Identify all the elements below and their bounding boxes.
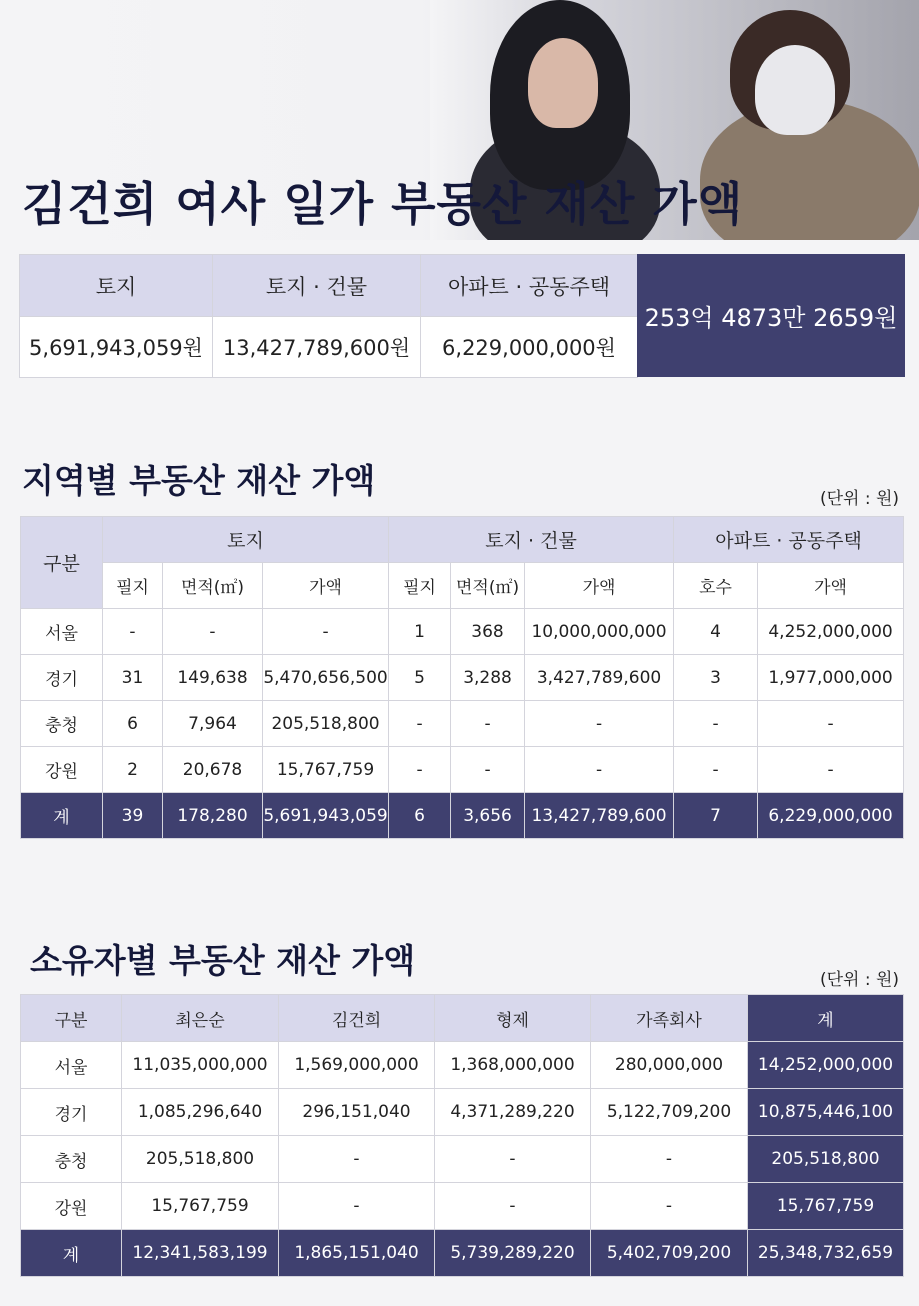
table-cell: 5 <box>389 655 451 701</box>
summary-header-building: 토지 · 건물 <box>213 255 421 317</box>
table-cell: 280,000,000 <box>591 1042 748 1089</box>
owner-table <box>20 994 904 1277</box>
row-label: 충청 <box>21 1136 122 1183</box>
row-total-cell: 15,767,759 <box>748 1183 904 1230</box>
total-row <box>21 793 904 839</box>
table-cell: 5,691,943,059 <box>263 793 389 839</box>
table-cell: 6 <box>389 793 451 839</box>
summary-header-land: 토지 <box>20 255 213 317</box>
table-cell: 5,402,709,200 <box>591 1230 748 1277</box>
table-cell: 10,000,000,000 <box>525 609 674 655</box>
table-cell: 178,280 <box>163 793 263 839</box>
table-cell: 4 <box>674 609 758 655</box>
table-cell: 7,964 <box>163 701 263 747</box>
row-label: 강원 <box>21 747 103 793</box>
table-cell: 1,865,151,040 <box>279 1230 435 1277</box>
row-label: 계 <box>21 1230 122 1277</box>
table-row <box>21 701 904 747</box>
summary-header-apartment: 아파트 · 공동주택 <box>421 255 638 317</box>
region-subheader: 호수 <box>674 563 758 609</box>
table-cell: - <box>525 701 674 747</box>
summary-total: 253억 4873만 2659원 <box>637 254 905 377</box>
table-cell: - <box>279 1136 435 1183</box>
total-row <box>21 1230 904 1277</box>
table-cell: 3,427,789,600 <box>525 655 674 701</box>
table-cell: - <box>758 701 904 747</box>
person-1-face <box>528 38 598 128</box>
table-cell: 2 <box>103 747 163 793</box>
table-row <box>21 1089 904 1136</box>
person-2-face <box>755 45 835 135</box>
table-cell: 296,151,040 <box>279 1089 435 1136</box>
region-subheader: 가액 <box>758 563 904 609</box>
table-row <box>21 609 904 655</box>
region-table <box>20 516 904 839</box>
table-cell: - <box>591 1183 748 1230</box>
table-cell: 20,678 <box>163 747 263 793</box>
table-cell: 6 <box>103 701 163 747</box>
table-cell: 1,085,296,640 <box>122 1089 279 1136</box>
table-cell: 5,739,289,220 <box>435 1230 591 1277</box>
region-group-apartment: 아파트 · 공동주택 <box>674 517 904 563</box>
region-subheader: 가액 <box>525 563 674 609</box>
table-row <box>21 1042 904 1089</box>
row-label: 서울 <box>21 1042 122 1089</box>
region-subheader: 면적(㎡) <box>451 563 525 609</box>
summary-value-apartment: 6,229,000,000원 <box>421 317 638 378</box>
owner-header: 최은순 <box>122 995 279 1042</box>
page-title: 김건희 여사 일가 부동산 재산 가액 <box>22 177 744 231</box>
table-cell: - <box>163 609 263 655</box>
region-subheader: 필지 <box>389 563 451 609</box>
row-label: 서울 <box>21 609 103 655</box>
owner-header: 가족회사 <box>591 995 748 1042</box>
region-subheader: 필지 <box>103 563 163 609</box>
summary-value-land: 5,691,943,059원 <box>20 317 213 378</box>
table-cell: 3,288 <box>451 655 525 701</box>
summary-value-building: 13,427,789,600원 <box>213 317 421 378</box>
owner-section-title: 소유자별 부동산 재산 가액 <box>30 941 416 980</box>
summary-table <box>19 254 638 378</box>
table-cell: - <box>279 1183 435 1230</box>
table-cell: 11,035,000,000 <box>122 1042 279 1089</box>
table-cell: 7 <box>674 793 758 839</box>
region-body <box>21 609 904 839</box>
table-cell: 1 <box>389 609 451 655</box>
table-cell: 39 <box>103 793 163 839</box>
table-cell: - <box>389 747 451 793</box>
region-subheader: 가액 <box>263 563 389 609</box>
row-label: 계 <box>21 793 103 839</box>
region-subheader: 면적(㎡) <box>163 563 263 609</box>
table-cell: 31 <box>103 655 163 701</box>
row-label: 경기 <box>21 655 103 701</box>
table-cell: 4,252,000,000 <box>758 609 904 655</box>
row-label: 강원 <box>21 1183 122 1230</box>
table-cell: - <box>435 1136 591 1183</box>
table-cell: 5,122,709,200 <box>591 1089 748 1136</box>
region-section-title: 지역별 부동산 재산 가액 <box>22 461 376 500</box>
owner-header: 형제 <box>435 995 591 1042</box>
region-unit: (단위 : 원) <box>820 489 900 509</box>
table-cell: 6,229,000,000 <box>758 793 904 839</box>
owner-header-category: 구분 <box>21 995 122 1042</box>
owner-header-total: 계 <box>748 995 904 1042</box>
table-cell: 12,341,583,199 <box>122 1230 279 1277</box>
table-cell: 3,656 <box>451 793 525 839</box>
table-cell: 13,427,789,600 <box>525 793 674 839</box>
hero-banner <box>0 0 919 240</box>
row-total-cell: 205,518,800 <box>748 1136 904 1183</box>
table-cell: - <box>591 1136 748 1183</box>
table-cell: 4,371,289,220 <box>435 1089 591 1136</box>
table-cell: 1,569,000,000 <box>279 1042 435 1089</box>
table-cell: 1,368,000,000 <box>435 1042 591 1089</box>
owner-header: 김건희 <box>279 995 435 1042</box>
region-group-building: 토지 · 건물 <box>389 517 674 563</box>
table-cell: 1,977,000,000 <box>758 655 904 701</box>
grand-total-cell: 25,348,732,659 <box>748 1230 904 1277</box>
row-label: 충청 <box>21 701 103 747</box>
table-cell: 15,767,759 <box>122 1183 279 1230</box>
table-cell: - <box>758 747 904 793</box>
owner-unit: (단위 : 원) <box>820 970 900 990</box>
table-cell: - <box>451 701 525 747</box>
table-cell: - <box>451 747 525 793</box>
table-row <box>21 1136 904 1183</box>
table-row <box>21 747 904 793</box>
table-cell: - <box>435 1183 591 1230</box>
row-total-cell: 10,875,446,100 <box>748 1089 904 1136</box>
table-cell: 15,767,759 <box>263 747 389 793</box>
region-group-land: 토지 <box>103 517 389 563</box>
row-total-cell: 14,252,000,000 <box>748 1042 904 1089</box>
table-cell: 205,518,800 <box>263 701 389 747</box>
table-row <box>21 1183 904 1230</box>
row-label: 경기 <box>21 1089 122 1136</box>
table-cell: - <box>263 609 389 655</box>
region-header-category: 구분 <box>21 517 103 609</box>
table-cell: 3 <box>674 655 758 701</box>
table-row <box>21 655 904 701</box>
table-cell: 368 <box>451 609 525 655</box>
table-cell: - <box>674 747 758 793</box>
table-cell: - <box>389 701 451 747</box>
table-cell: - <box>103 609 163 655</box>
table-cell: - <box>674 701 758 747</box>
table-cell: - <box>525 747 674 793</box>
table-cell: 149,638 <box>163 655 263 701</box>
table-cell: 5,470,656,500 <box>263 655 389 701</box>
table-cell: 205,518,800 <box>122 1136 279 1183</box>
